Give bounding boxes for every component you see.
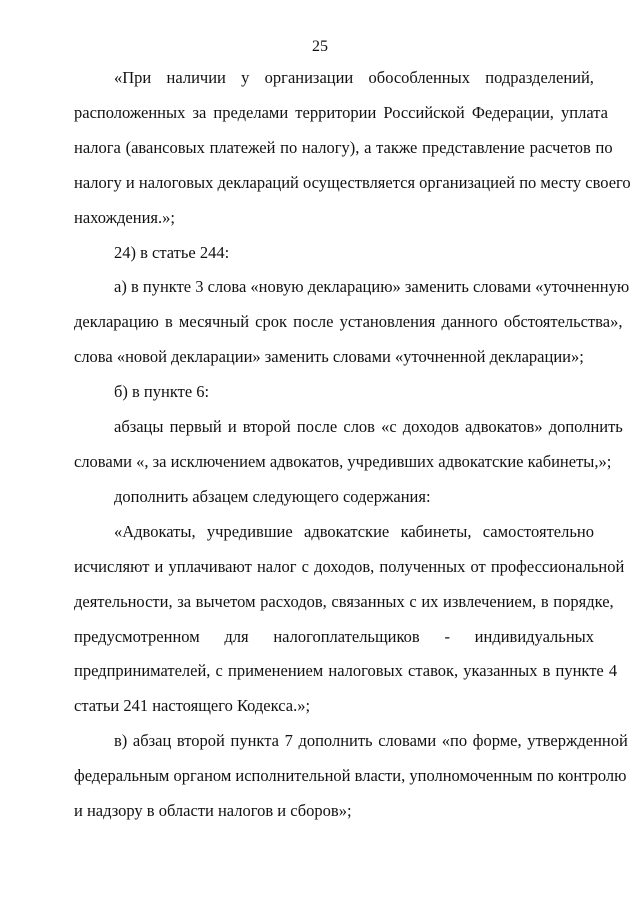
word: «При — [114, 68, 152, 87]
text-line: дополнить абзацем следующего содержания: — [114, 486, 431, 506]
text-line — [74, 620, 594, 655]
text-line: налога (авансовых платежей по налогу), а также представление расчетов по — [74, 137, 613, 157]
text-line: федеральным органом исполнительной власти, уполномоченным по контролю — [74, 766, 627, 786]
text-line: в) абзац второй пункта 7 дополнить словами «по форме, утвержденной — [114, 731, 628, 751]
text-line: 24) в статье 244: — [114, 242, 230, 262]
word: наличии — [166, 68, 226, 87]
word: самостоятельно — [482, 521, 594, 541]
text-line: а) в пункте 3 слова «новую декларацию» заменить словами «уточненную — [114, 277, 630, 297]
paragraph-article-244 — [74, 236, 594, 271]
word: у — [241, 68, 250, 87]
word: индивидуальных — [474, 626, 594, 646]
page-number: 25 — [312, 38, 328, 55]
word: налогоплательщиков — [273, 626, 420, 646]
paragraph-foreign-divisions — [74, 61, 631, 236]
text-line: статьи 241 настоящего Кодекса.»; — [74, 696, 311, 716]
text-line: расположенных за пределами территории Российской Федерации, уплата — [74, 102, 608, 122]
paragraph-item-b — [74, 375, 594, 410]
word: учредившие — [206, 521, 293, 541]
paragraph-abzacy — [74, 410, 623, 480]
text-line: абзацы первый и второй после слов «с доходов адвокатов» дополнить — [114, 417, 623, 437]
text-line: деятельности, за вычетом расходов, связанных с их извлечением, в порядке, — [74, 591, 614, 611]
text-line: декларацию в месячный срок после установления данного обстоятельства», — [74, 312, 623, 332]
text-line: словами «, за исключением адвокатов, учредивших адвокатские кабинеты,»; — [74, 451, 612, 471]
word: для — [224, 626, 249, 646]
paragraph-item-a — [74, 270, 630, 375]
text-line: слова «новой декларации» заменить словами «уточненной декларации»; — [74, 347, 584, 367]
word: обособленных — [368, 68, 470, 87]
word: «Адвокаты, — [114, 521, 196, 541]
text-line: налогу и налоговых деклараций осуществляется организацией по месту своего — [74, 172, 631, 192]
text-line: нахождения.»; — [74, 207, 175, 227]
text-line — [74, 515, 594, 550]
paragraph-item-v — [74, 724, 628, 829]
text-line: исчисляют и уплачивают налог с доходов, полученных от профессиональной — [74, 556, 625, 576]
paragraph-advocates-quote — [74, 515, 625, 724]
document-body — [74, 61, 631, 829]
text-line: б) в пункте 6: — [114, 382, 210, 402]
paragraph-supplement — [74, 480, 594, 515]
word: - — [444, 626, 450, 646]
word: подразделений, — [485, 68, 594, 87]
word: кабинеты, — [400, 521, 472, 541]
text-line: предпринимателей, с применением налоговых ставок, указанных в пункте 4 — [74, 661, 618, 681]
word: организации — [264, 68, 354, 87]
text-line — [74, 61, 594, 96]
word: адвокатские — [304, 521, 390, 541]
text-line: и надзору в области налогов и сборов»; — [74, 801, 352, 821]
word: предусмотренном — [74, 626, 200, 646]
